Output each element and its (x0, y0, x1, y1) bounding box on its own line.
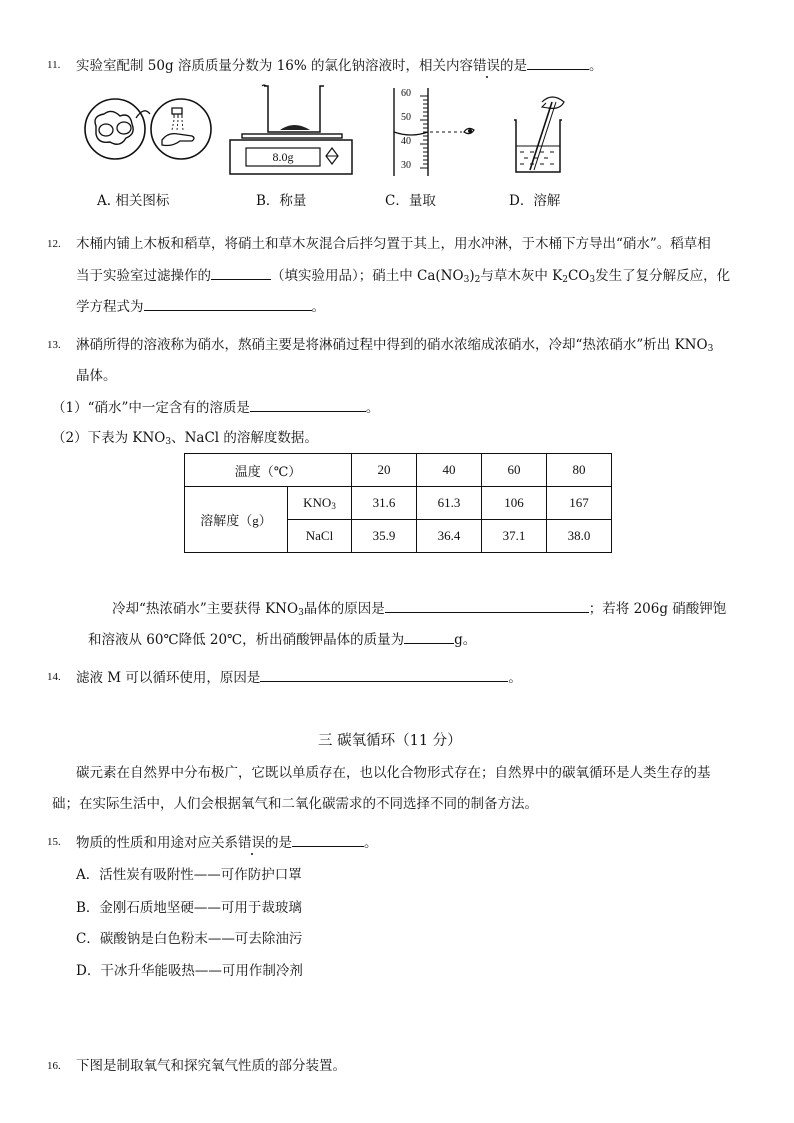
q15-option-a[interactable]: A．活性炭有吸附性——可作防护口罩 (76, 867, 302, 883)
temp-cell: 60 (482, 454, 547, 487)
value-cell: 36.4 (417, 520, 482, 553)
q13-sub-1: （1）“硝水”中一定含有的溶质是 。 (52, 397, 379, 418)
q12-number: 12. (47, 238, 61, 250)
q16-stem: 下图是制取氧气和探究氧气性质的部分装置。 (76, 1058, 346, 1074)
section-intro-line-1: 碳元素在自然界中分布极广，它既以单质存在，也以化合物形式存在；自然界中的碳氧循环是人类生存的基 (76, 765, 711, 781)
q14-stem: 滤液 M 可以循环使用，原因是 。 (76, 667, 522, 688)
value-cell: 167 (547, 487, 612, 520)
q15-stem: 物质的性质和用途对应关系错误的是 。 (76, 832, 378, 853)
q16-number: 16. (47, 1060, 61, 1072)
q15-option-d[interactable]: D．干冰升华能吸热——可用作制冷剂 (76, 963, 303, 979)
q13-line-1: 淋硝所得的溶液称为硝水，熬硝主要是将淋硝过程中得到的硝水浓缩成浓硝水，冷却“热浓硝水”析出 $KNO_3$ (76, 337, 714, 354)
temp-cell: 20 (352, 454, 417, 487)
q13-number: 13. (47, 339, 61, 351)
solubility-table (184, 453, 612, 553)
q13-blank-reason[interactable] (385, 598, 589, 613)
substance-cell: NaCl (288, 520, 352, 553)
cylinder-tick-60: 60 (401, 88, 411, 99)
temp-cell: 40 (417, 454, 482, 487)
q11-option-d[interactable]: D．溶解 (509, 193, 561, 209)
q14-blank-reason[interactable] (260, 667, 508, 682)
q13-blank-mass[interactable] (404, 629, 454, 644)
q15-option-c[interactable]: C．碳酸钠是白色粉末——可去除油污 (76, 931, 303, 947)
q11-number: 11. (47, 59, 61, 71)
solubility-label-cell: 溶解度（g） (185, 487, 288, 553)
q14-number: 14. (47, 671, 61, 683)
q12-line-3: 学方程式为 。 (76, 296, 325, 317)
table-row (185, 454, 612, 487)
q11-option-b[interactable]: B．称量 (256, 193, 307, 209)
substance-cell: $KNO_3$ (288, 487, 352, 520)
value-cell: 61.3 (417, 487, 482, 520)
hazard-icons-figure (82, 96, 214, 162)
value-cell: 37.1 (482, 520, 547, 553)
q12-line-2: 当于实验室过滤操作的 （填实验用品）；硝土中 $Ca(NO_3)_2$与草木灰中 $K_2CO_3$发生了复分解反应，化 (76, 265, 730, 286)
q13-paragraph-line-1: 冷却“热浓硝水”主要获得 $KNO_3$晶体的原因是 ；若将 206g 硝酸钾饱 (112, 598, 726, 619)
q11-emphasis: 错误 (473, 58, 500, 74)
q11-option-a[interactable]: A. 相关图标 (97, 193, 170, 209)
temp-header-cell: 温度（℃） (185, 454, 352, 487)
table-row (185, 487, 612, 520)
value-cell: 106 (482, 487, 547, 520)
q15-number: 15. (47, 836, 61, 848)
q15-emphasis: 错误 (238, 835, 265, 851)
section-intro-line-2: 础；在实际生活中，人们会根据氧气和二氧化碳需求的不同选择不同的制备方法。 (52, 796, 538, 812)
cylinder-tick-40: 40 (401, 136, 411, 147)
balance-display: 8.0g (272, 150, 294, 164)
q12-line-1: 木桶内铺上木板和稻草，将硝土和草木灰混合后拌匀置于其上，用水冲淋，于木桶下方导出“硝水”。稻草相 (76, 236, 711, 252)
q15-option-b[interactable]: B．金刚石质地坚硬——可用于裁玻璃 (76, 900, 302, 916)
section-title: 三 碳氧循环（11 分） (318, 733, 462, 749)
q13-line-2: 晶体。 (76, 368, 117, 384)
value-cell: 35.9 (352, 520, 417, 553)
q13-sub-2: （2）下表为 $KNO_3$、NaCl 的溶解度数据。 (52, 430, 318, 447)
cylinder-tick-30: 30 (401, 160, 411, 171)
q11-answer-blank[interactable] (527, 55, 589, 70)
q13-blank-solute[interactable] (250, 397, 366, 412)
q15-answer-blank[interactable] (292, 832, 364, 847)
q12-blank-filter-item[interactable] (211, 265, 271, 280)
balance-figure (228, 84, 356, 176)
q11-option-c[interactable]: C．量取 (385, 193, 436, 209)
q11-stem: 实验室配制 50g 溶质质量分数为 16% 的氯化钠溶液时，相关内容错误的是 。 (76, 55, 603, 76)
value-cell: 38.0 (547, 520, 612, 553)
cylinder-tick-50: 50 (401, 112, 411, 123)
measuring-cylinder-figure (388, 86, 488, 178)
temp-cell: 80 (547, 454, 612, 487)
q12-blank-equation[interactable] (144, 296, 312, 311)
dissolving-beaker-figure (508, 88, 574, 178)
value-cell: 31.6 (352, 487, 417, 520)
q13-paragraph-line-2: 和溶液从 60℃降低 20℃，析出硝酸钾晶体的质量为 g。 (88, 629, 476, 650)
